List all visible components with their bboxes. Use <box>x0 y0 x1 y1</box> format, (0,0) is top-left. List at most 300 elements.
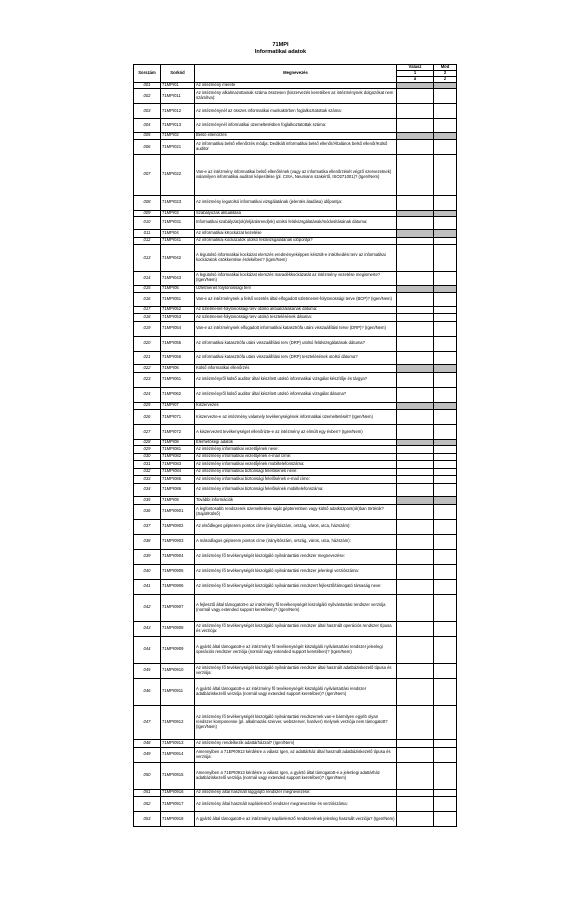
answer-cell <box>397 402 434 410</box>
data-table <box>133 64 457 827</box>
row-number: 051 <box>134 789 161 797</box>
table-row <box>134 336 457 351</box>
answer-cell[interactable] <box>397 140 434 155</box>
row-code: 71MPI043 <box>161 272 195 286</box>
form-name: Informatikai adatok <box>254 48 307 55</box>
mode-cell[interactable] <box>434 504 457 519</box>
row-code: 71MPI0905 <box>161 564 195 579</box>
row-description: Az informatikai kockázatok utolsó felülvizsgálatának időpontja? <box>195 237 397 245</box>
row-code: 71MPI085 <box>161 476 195 484</box>
answer-cell[interactable] <box>397 119 434 133</box>
answer-cell <box>397 132 434 140</box>
answer-cell[interactable] <box>397 351 434 365</box>
row-description: Kiszervezés <box>195 402 397 410</box>
table-row <box>134 534 457 549</box>
row-description: A legfontosabb rendszerek üzemeltetése saját gépteremben vagy külső adatközpont(ok)ban történik? (Saját/Külső) <box>195 504 397 519</box>
row-number: 011 <box>134 230 161 238</box>
mode-cell[interactable] <box>434 483 457 497</box>
answer-cell[interactable] <box>397 155 434 196</box>
row-number: 045 <box>134 663 161 678</box>
mode-cell[interactable] <box>434 336 457 351</box>
row-number: 028 <box>134 440 161 446</box>
row-code: 71MPI072 <box>161 425 195 440</box>
row-number: 012 <box>134 237 161 245</box>
answer-cell[interactable] <box>397 705 434 740</box>
row-code: 71MPI054 <box>161 321 195 336</box>
table-row <box>134 230 457 238</box>
row-code: 71MPI0902 <box>161 519 195 534</box>
row-description: Az intézmény fő tevékenységét kiszolgáló nyilvántartási rendszert fejlesztő/támogató társaság neve: <box>195 579 397 594</box>
table-row <box>134 762 457 789</box>
mode-cell[interactable] <box>434 245 457 272</box>
row-description: Az intézménynél informatikai üzemeltetésben foglalkoztatottak száma: <box>195 119 397 133</box>
row-description: A legutolsó informatikai kockázat elemzés eredményeképpen készült-e intézkedési terv az informatikai kockázatok csökkentése érdekében? (Igen/Nem) <box>195 245 397 272</box>
mode-cell[interactable] <box>434 372 457 387</box>
row-number: 035 <box>134 497 161 505</box>
mode-cell[interactable] <box>434 705 457 740</box>
mode-cell[interactable] <box>434 321 457 336</box>
answer-cell[interactable] <box>397 387 434 402</box>
row-description: A másodlagos gépterem pontos címe (irányítószám, ország, város, utca, házszám): <box>195 534 397 549</box>
table-row <box>134 476 457 484</box>
mode-cell[interactable] <box>434 410 457 425</box>
table-row <box>134 564 457 579</box>
answer-cell <box>397 497 434 505</box>
row-code: 71MPI0909 <box>161 636 195 663</box>
mode-cell[interactable] <box>434 155 457 196</box>
table-row <box>134 321 457 336</box>
table-row <box>134 797 457 812</box>
row-description: Külső informatikai ellenőrzés <box>195 365 397 373</box>
row-description: Az intézmény fő tevékenységét kiszolgáló nyilvántartási rendszer jelenlegi verziószáma: <box>195 564 397 579</box>
row-description: A kiszervezett tevékenységet ellenőrizte-e az intézmény az elmúlt egy évben? (Igen/Nem) <box>195 425 397 440</box>
row-number: 050 <box>134 762 161 789</box>
answer-cell[interactable] <box>397 534 434 549</box>
answer-cell[interactable] <box>397 579 434 594</box>
row-code: 71MPI0911 <box>161 678 195 705</box>
mode-cell[interactable] <box>434 549 457 564</box>
answer-cell[interactable] <box>397 336 434 351</box>
row-code: 71MPI0907 <box>161 594 195 621</box>
answer-cell[interactable] <box>397 483 434 497</box>
row-description: Az intézmény által használt naplóelemző rendszer megnevezése és verziószáma: <box>195 797 397 812</box>
table-row <box>134 579 457 594</box>
answer-cell[interactable] <box>397 104 434 119</box>
mode-cell[interactable] <box>434 216 457 230</box>
table-row <box>134 216 457 230</box>
row-number: 037 <box>134 519 161 534</box>
mode-cell[interactable] <box>434 678 457 705</box>
row-number: 048 <box>134 740 161 748</box>
row-description: A gyártó által támogatott-e az intézmény fő tevékenységét kiszolgáló nyilvántartási rendszer adatbáziskezelő verziója (normál vagy extended support keretében)? (Igen/Nem) <box>195 678 397 705</box>
row-code: 71MPI0906 <box>161 579 195 594</box>
row-code: 71MPI06 <box>161 365 195 373</box>
mode-cell[interactable] <box>434 237 457 245</box>
row-description: Kiszervezte-e az intézmény valamely tevékenységének informatikai üzemeltetését? (Igen/Nem) <box>195 410 397 425</box>
row-number: 013 <box>134 245 161 272</box>
row-code: 71MPI0908 <box>161 621 195 636</box>
row-number: 029 <box>134 446 161 454</box>
mode-cell[interactable] <box>434 453 457 461</box>
answer-cell[interactable] <box>397 812 434 827</box>
row-code: 71MPI013 <box>161 119 195 133</box>
row-number: 003 <box>134 104 161 119</box>
row-description: Az intézmény alkalmazottainak száma összesen (kiszervezés keretében az intézménynek dolgozókat nem számítva): <box>195 89 397 104</box>
row-description: A fejlesztő által támogatott-e az intézmény fő tevékenységét kiszolgáló nyilvántartási rendszer verziója (normál vagy extended support keretében)? (Igen/Nem) <box>195 594 397 621</box>
table-row <box>134 453 457 461</box>
row-description: Az intézmény fő tevékenységét kiszolgáló nyilvántartási rendszer által használt adatbáziskezelő típusa és verziója: <box>195 663 397 678</box>
row-number: 032 <box>134 468 161 476</box>
row-number: 044 <box>134 636 161 663</box>
table-row <box>134 549 457 564</box>
row-number: 016 <box>134 293 161 307</box>
header-valasz-letter: a <box>397 77 434 83</box>
table-row <box>134 410 457 425</box>
mode-cell[interactable] <box>434 293 457 307</box>
row-code: 71MPI084 <box>161 468 195 476</box>
row-description: A legutolsó informatikai kockázat elemzés maradékkockázatát az intézmény vezetése megismerte? (Igen/Nem) <box>195 272 397 286</box>
mode-cell[interactable] <box>434 564 457 579</box>
mode-cell[interactable] <box>434 812 457 827</box>
header-sorszam: Sorszám <box>134 65 161 83</box>
mode-cell[interactable] <box>434 461 457 469</box>
row-code: 71MPI0915 <box>161 762 195 789</box>
row-description: Amennyiben a 71EPI0913 kérdésre a válasz Igen, a gyártó által támogatott-e a jelenlegi adattárház adatbáziskezelő verziója (normál vagy extended support keretében)? (Igen/Nem) <box>195 762 397 789</box>
row-code: 71MPI053 <box>161 314 195 322</box>
row-code: 71MPI01 <box>161 83 195 89</box>
row-number: 043 <box>134 621 161 636</box>
table-row <box>134 372 457 387</box>
mode-cell <box>434 285 457 293</box>
answer-cell[interactable] <box>397 195 434 210</box>
table-row <box>134 365 457 373</box>
row-description: Az intézménynél az összes informatikai munkakörben foglalkoztatottak száma: <box>195 104 397 119</box>
mode-cell[interactable] <box>434 468 457 476</box>
mode-cell[interactable] <box>434 476 457 484</box>
row-number: 020 <box>134 336 161 351</box>
answer-cell[interactable] <box>397 747 434 762</box>
row-number: 007 <box>134 155 161 196</box>
row-number: 025 <box>134 402 161 410</box>
table-row <box>134 678 457 705</box>
row-number: 040 <box>134 564 161 579</box>
table-row <box>134 402 457 410</box>
row-number: 039 <box>134 549 161 564</box>
answer-cell[interactable] <box>397 636 434 663</box>
header-valasz-number: 1 <box>397 71 434 77</box>
row-description: Az elsődleges gépterem pontos címe (irányítószám, ország, város, utca, házszám): <box>195 519 397 534</box>
row-code: 71MPI0917 <box>161 797 195 812</box>
row-code: 71MPI052 <box>161 306 195 314</box>
answer-cell[interactable] <box>397 446 434 454</box>
answer-cell[interactable] <box>397 372 434 387</box>
mode-cell[interactable] <box>434 387 457 402</box>
row-description: Az intézmény informatikai biztonsági felelősének neve: <box>195 468 397 476</box>
row-code: 71MPI051 <box>161 293 195 307</box>
mode-cell[interactable] <box>434 306 457 314</box>
answer-cell[interactable] <box>397 789 434 797</box>
table-row <box>134 119 457 133</box>
row-number: 046 <box>134 678 161 705</box>
table-row <box>134 272 457 286</box>
row-description: Az intézmény informatikai biztonsági felelősének mobiltelefonszáma: <box>195 483 397 497</box>
table-row <box>134 140 457 155</box>
header-mod: Mód <box>434 65 457 71</box>
row-code: 71MPI03 <box>161 210 195 216</box>
answer-cell <box>397 285 434 293</box>
mode-cell[interactable] <box>434 636 457 663</box>
mode-cell[interactable] <box>434 314 457 322</box>
row-description: Van-e az intézménynek elfogadott informatikai katasztrófa utáni visszaállítási terve (DRP)? (Igen/Nem) <box>195 321 397 336</box>
row-code: 71MPI0916 <box>161 789 195 797</box>
row-number: 015 <box>134 285 161 293</box>
row-description: További információk <box>195 497 397 505</box>
table-row <box>134 446 457 454</box>
row-number: 023 <box>134 372 161 387</box>
mode-cell[interactable] <box>434 663 457 678</box>
table-row <box>134 812 457 827</box>
mode-cell[interactable] <box>434 621 457 636</box>
table-row <box>134 195 457 210</box>
row-number: 031 <box>134 461 161 469</box>
mode-cell[interactable] <box>434 351 457 365</box>
table-row <box>134 387 457 402</box>
table-row <box>134 504 457 519</box>
answer-cell[interactable] <box>397 461 434 469</box>
row-number: 053 <box>134 812 161 827</box>
table-row <box>134 104 457 119</box>
row-description: Informatikai szabályzat(ok)/eljárásrend(ek) utolsó felülvizsgálatának/módosításának dátuma: <box>195 216 397 230</box>
row-number: 006 <box>134 140 161 155</box>
mode-cell <box>434 365 457 373</box>
answer-cell[interactable] <box>397 453 434 461</box>
mode-cell[interactable] <box>434 89 457 104</box>
table-row <box>134 747 457 762</box>
mode-cell <box>434 230 457 238</box>
mode-cell <box>434 132 457 140</box>
row-code: 71MPI056 <box>161 351 195 365</box>
answer-cell[interactable] <box>397 797 434 812</box>
table-row <box>134 285 457 293</box>
row-code: 71MPI071 <box>161 410 195 425</box>
row-description: Az üzletmenet-folytonossági terv utolsó tesztelésének dátuma: <box>195 314 397 322</box>
row-description: Az intézmény informatikai vezetőjének mobiltelefonszáma: <box>195 461 397 469</box>
answer-cell[interactable] <box>397 740 434 748</box>
row-number: 001 <box>134 83 161 89</box>
mode-cell[interactable] <box>434 797 457 812</box>
row-description: Az informatikai katasztrófa utáni visszaállítási terv (DRP) utolsó felülvizsgálatának dátuma? <box>195 336 397 351</box>
mode-cell[interactable] <box>434 272 457 286</box>
row-number: 047 <box>134 705 161 740</box>
row-number: 034 <box>134 483 161 497</box>
answer-cell[interactable] <box>397 564 434 579</box>
row-code: 71MPI08 <box>161 440 195 446</box>
answer-cell[interactable] <box>397 594 434 621</box>
table-row <box>134 621 457 636</box>
mode-cell[interactable] <box>434 762 457 789</box>
row-number: 030 <box>134 453 161 461</box>
answer-cell[interactable] <box>397 237 434 245</box>
row-number: 041 <box>134 579 161 594</box>
answer-cell[interactable] <box>397 314 434 322</box>
table-row <box>134 306 457 314</box>
row-code: 71MPI0918 <box>161 812 195 827</box>
row-number: 022 <box>134 365 161 373</box>
row-number: 019 <box>134 321 161 336</box>
row-description: Az intézmény fő tevékenységét kiszolgáló nyilvántartási rendszer megnevezése: <box>195 549 397 564</box>
row-description: Az intézmény informatikai vezetőjének e-mail címe: <box>195 453 397 461</box>
row-description: Az intézmény fő tevékenységét kiszolgáló nyilvántartási rendszer által használt operációs rendszer típusa és verziója: <box>195 621 397 636</box>
row-description: Az intézmény fő tevékenységét kiszolgáló nyilvántartási rendszernek van-e bármilyen egyéb olyan rendszer komponense (pl. alkalmazás szerver, webszerver, hardver) melynek verziója nem támogatott? (Igen/Nem) <box>195 705 397 740</box>
row-code: 71MPI0904 <box>161 549 195 564</box>
table-row <box>134 789 457 797</box>
row-code: 71MPI021 <box>161 140 195 155</box>
answer-cell[interactable] <box>397 245 434 272</box>
row-code: 71MPI042 <box>161 245 195 272</box>
row-code: 71MPI04 <box>161 230 195 238</box>
row-description: Az intézmény informatikai biztonsági felelősének e-mail címe: <box>195 476 397 484</box>
row-description: Az üzletmenet-folytonossági terv utolsó aktualizálásának dátuma: <box>195 306 397 314</box>
mode-cell[interactable] <box>434 534 457 549</box>
table-row <box>134 351 457 365</box>
table-row <box>134 461 457 469</box>
mode-cell[interactable] <box>434 119 457 133</box>
row-code: 71MPI0903 <box>161 534 195 549</box>
row-description: Az intézmény által használt loggyűjtő rendszer megnevezése: <box>195 789 397 797</box>
table-row <box>134 245 457 272</box>
answer-cell[interactable] <box>397 762 434 789</box>
answer-cell[interactable] <box>397 425 434 440</box>
table-row <box>134 497 457 505</box>
row-code: 71MPI012 <box>161 104 195 119</box>
row-code: 71MPI0914 <box>161 747 195 762</box>
mode-cell[interactable] <box>434 104 457 119</box>
table-row <box>134 314 457 322</box>
row-number: 009 <box>134 210 161 216</box>
row-number: 005 <box>134 132 161 140</box>
mode-cell[interactable] <box>434 789 457 797</box>
answer-cell[interactable] <box>397 468 434 476</box>
answer-cell[interactable] <box>397 89 434 104</box>
mode-cell[interactable] <box>434 740 457 748</box>
row-code: 71MPI031 <box>161 216 195 230</box>
row-description: Az intézmény rendelkezik adattárházzal? (Igen/Nem) <box>195 740 397 748</box>
row-number: 018 <box>134 314 161 322</box>
answer-cell[interactable] <box>397 504 434 519</box>
header-mod-letter: z <box>434 77 457 83</box>
document-title <box>0 42 561 55</box>
mode-cell[interactable] <box>434 446 457 454</box>
answer-cell <box>397 230 434 238</box>
mode-cell <box>434 402 457 410</box>
answer-cell[interactable] <box>397 272 434 286</box>
answer-cell[interactable] <box>397 663 434 678</box>
table-row <box>134 519 457 534</box>
row-description: A gyártó által támogatott-e az intézmény fő tevékenységét kiszolgáló nyilvántartási rendszer jelenlegi operációs rendszer verziója (normál vagy extended support keretében)? (Igen/Nem) <box>195 636 397 663</box>
answer-cell <box>397 365 434 373</box>
table-row <box>134 155 457 196</box>
row-code: 71MPI055 <box>161 336 195 351</box>
row-number: 036 <box>134 504 161 519</box>
row-code: 71MPI0901 <box>161 504 195 519</box>
row-description: Az informatikai belső ellenőrzés módja: Dedikált informatikai belső ellenőr/Általános belső ellenőr/Külső auditor <box>195 140 397 155</box>
form-code: 71MPI <box>272 42 289 48</box>
row-number: 026 <box>134 410 161 425</box>
table-row <box>134 89 457 104</box>
row-code: 71MPI023 <box>161 195 195 210</box>
table-row <box>134 293 457 307</box>
row-description: A gyártó által támogatott-e az intézmény naplóelemző rendszerének jelenleg használt verziója? (Igen/Nem) <box>195 812 397 827</box>
table-row <box>134 663 457 678</box>
mode-cell[interactable] <box>434 195 457 210</box>
row-number: 042 <box>134 594 161 621</box>
answer-cell[interactable] <box>397 678 434 705</box>
row-number: 002 <box>134 89 161 104</box>
table-row <box>134 636 457 663</box>
header-megnevezes: Megnevezés <box>195 65 397 83</box>
mode-cell[interactable] <box>434 747 457 762</box>
row-description: Üzletmenet folytonossági terv <box>195 285 397 293</box>
table-row <box>134 468 457 476</box>
mode-cell[interactable] <box>434 594 457 621</box>
row-code: 71MPI09 <box>161 497 195 505</box>
table-row <box>134 705 457 740</box>
mode-cell[interactable] <box>434 519 457 534</box>
mode-cell[interactable] <box>434 140 457 155</box>
answer-cell[interactable] <box>397 549 434 564</box>
mode-cell <box>434 497 457 505</box>
row-code: 71MPI0912 <box>161 705 195 740</box>
row-number: 038 <box>134 534 161 549</box>
answer-cell[interactable] <box>397 216 434 230</box>
row-number: 004 <box>134 119 161 133</box>
answer-cell[interactable] <box>397 410 434 425</box>
row-description: Az informatikai kKockázat kezelése <box>195 230 397 238</box>
answer-cell[interactable] <box>397 306 434 314</box>
answer-cell[interactable] <box>397 293 434 307</box>
header-valasz: Válasz <box>397 65 434 71</box>
row-description: Belső ellenőrzés <box>195 132 397 140</box>
row-code: 71MPI081 <box>161 446 195 454</box>
row-number: 027 <box>134 425 161 440</box>
row-description: Szabályozás aktualitása <box>195 210 397 216</box>
row-code: 71MPI0910 <box>161 663 195 678</box>
row-number: 049 <box>134 747 161 762</box>
row-code: 71MPI082 <box>161 453 195 461</box>
row-code: 71MPI062 <box>161 387 195 402</box>
row-description: Az intézmény legutolsó informatikai vizsgálatának (jelentés átadása) időpontja: <box>195 195 397 210</box>
row-code: 71MPI041 <box>161 237 195 245</box>
row-number: 024 <box>134 387 161 402</box>
answer-cell[interactable] <box>397 476 434 484</box>
row-code: 71MPI061 <box>161 372 195 387</box>
row-description: Az intézményről külső auditor által készített utolsó informatikai vizsgálat készítője és tárgya? <box>195 372 397 387</box>
row-description: Az intézményről külső auditor által készített utolsó informatikai vizsgálat dátuma? <box>195 387 397 402</box>
answer-cell[interactable] <box>397 621 434 636</box>
row-number: 010 <box>134 216 161 230</box>
table-row <box>134 132 457 140</box>
mode-cell[interactable] <box>434 425 457 440</box>
answer-cell[interactable] <box>397 321 434 336</box>
table-row <box>134 425 457 440</box>
answer-cell[interactable] <box>397 519 434 534</box>
mode-cell[interactable] <box>434 579 457 594</box>
row-number: 014 <box>134 272 161 286</box>
row-description: Az informatikai katasztrófa utáni visszaállítási terv (DRP) tesztelésének utolsó dátuma? <box>195 351 397 365</box>
header-sorkod: Sorkód <box>161 65 195 83</box>
row-code: 71MPI02 <box>161 132 195 140</box>
header-mod-number: 2 <box>434 71 457 77</box>
